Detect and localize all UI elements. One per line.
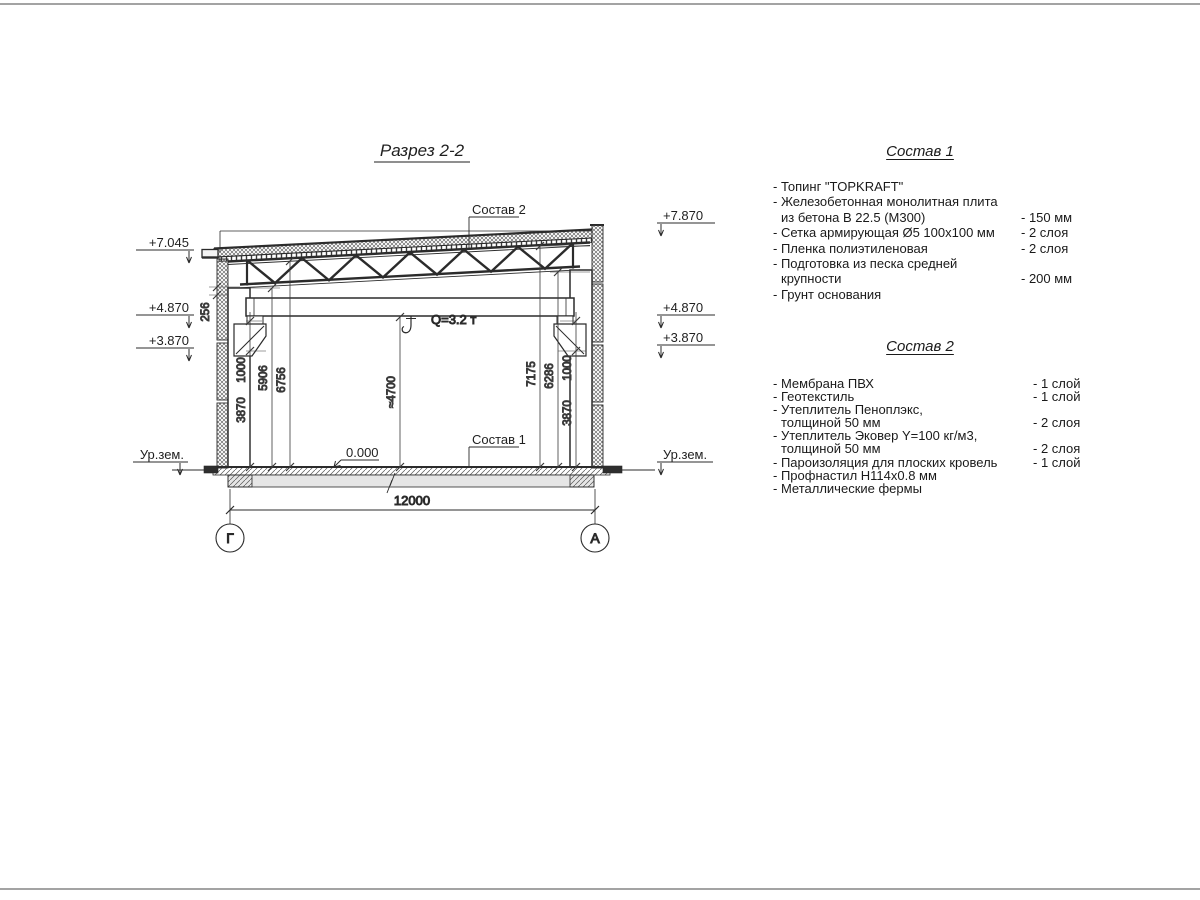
composition-item-label: - Пароизоляция для плоских кровель	[773, 454, 998, 470]
composition-item-value: - 2 слоя	[1033, 441, 1081, 457]
elev-7045: +7.045	[148, 235, 189, 250]
composition-item-value: - 150 мм	[1021, 209, 1073, 225]
composition-item	[773, 179, 1091, 194]
dim-3870-right: 3870	[562, 400, 574, 426]
composition-item-value: - 2 слоя	[1021, 225, 1069, 241]
dim-1000-right: 1000	[562, 355, 574, 381]
elev-3870-left: +3.870	[148, 333, 189, 348]
composition-item-label: - Металлические фермы	[773, 480, 922, 496]
composition-item-label: - Грунт основания	[773, 286, 882, 302]
composition-item-value: - 1 слой	[1033, 454, 1081, 470]
composition-item	[773, 469, 1091, 482]
dim-7175: 7175	[526, 361, 538, 387]
footing-left	[204, 466, 218, 473]
composition-item	[773, 456, 1091, 469]
composition-item	[773, 403, 1091, 429]
composition-item-label: - Утеплитель Эковер Y=100 кг/м3, толщиной 50 мм	[773, 428, 978, 457]
crane-capacity-label: Q=3.2 т	[431, 312, 477, 327]
axis-letter-left: Г	[226, 530, 234, 546]
elev-4870-right: +4.870	[663, 300, 704, 315]
dim-5906: 5906	[258, 365, 270, 391]
composition-item-label: - Утеплитель Пеноплэкс, толщиной 50 мм	[773, 402, 923, 431]
composition-item	[773, 482, 1091, 495]
floor-slab	[172, 466, 655, 493]
sostav2-title: Состав 2	[886, 338, 954, 355]
sostav1-title: Состав 1	[886, 143, 954, 160]
elev-4870-left: +4.870	[148, 300, 189, 315]
section-title-text: Разрез 2-2	[379, 141, 465, 160]
sostav1-list	[773, 179, 1091, 302]
zero-level-label: 0.000	[346, 445, 379, 460]
composition-item	[773, 225, 1091, 240]
composition-item-label: - Топинг "TOPKRAFT"	[773, 179, 904, 194]
elev-7870: +7.870	[663, 208, 704, 223]
axis-letter-right: А	[590, 530, 600, 546]
dim-12000: 12000	[393, 493, 431, 508]
dim-1000-left: 1000	[236, 357, 248, 383]
composition-item-label: - Пленка полиэтиленовая	[773, 240, 928, 256]
composition-item	[773, 241, 1091, 256]
composition-item-value: - 1 слой	[1033, 376, 1081, 391]
footing-right	[603, 466, 622, 473]
composition-item	[773, 194, 1091, 225]
sostav2-list	[773, 377, 1091, 495]
composition-item	[773, 287, 1091, 302]
composition-item-value: - 2 слоя	[1033, 415, 1081, 431]
elev-3870-right: +3.870	[663, 330, 704, 345]
elevation-marks-right	[657, 208, 715, 475]
composition-item	[773, 429, 1091, 455]
composition-item	[773, 256, 1091, 287]
drawing-title	[374, 141, 470, 162]
composition-item-value: - 200 мм	[1021, 271, 1073, 287]
composition-item-label: - Геотекстиль	[773, 389, 855, 405]
ground-level-left: Ур.зем.	[139, 447, 184, 462]
composition-item-label: - Подготовка из песка средней крупности	[773, 256, 958, 287]
callout-sostav1: Состав 1	[472, 432, 526, 447]
span-dimension	[216, 489, 609, 552]
composition-item-label: - Мембрана ПВХ	[773, 376, 874, 391]
composition-item-label: - Сетка армирующая Ø5 100х100 мм	[773, 225, 995, 241]
dim-6756: 6756	[276, 367, 288, 393]
callout-sostav2: Состав 2	[472, 202, 526, 217]
composition-item-value: - 2 слоя	[1021, 240, 1069, 256]
elevation-marks-left	[133, 235, 194, 475]
crane-beam	[246, 298, 574, 316]
composition-item-label: - Железобетонная монолитная плита из бетона В 22.5 (М300)	[773, 194, 998, 225]
ground-level-right: Ур.зем.	[663, 447, 708, 462]
dim-6286: 6286	[544, 363, 556, 389]
composition-item-label: - Профнастил Н114х0.8 мм	[773, 467, 937, 483]
dim-4700: ≈4700	[386, 376, 398, 408]
composition-item-value: - 1 слой	[1033, 389, 1081, 405]
dim-256: 256	[200, 302, 212, 322]
wall-panels	[217, 225, 604, 468]
dim-3870-left: 3870	[236, 397, 248, 423]
